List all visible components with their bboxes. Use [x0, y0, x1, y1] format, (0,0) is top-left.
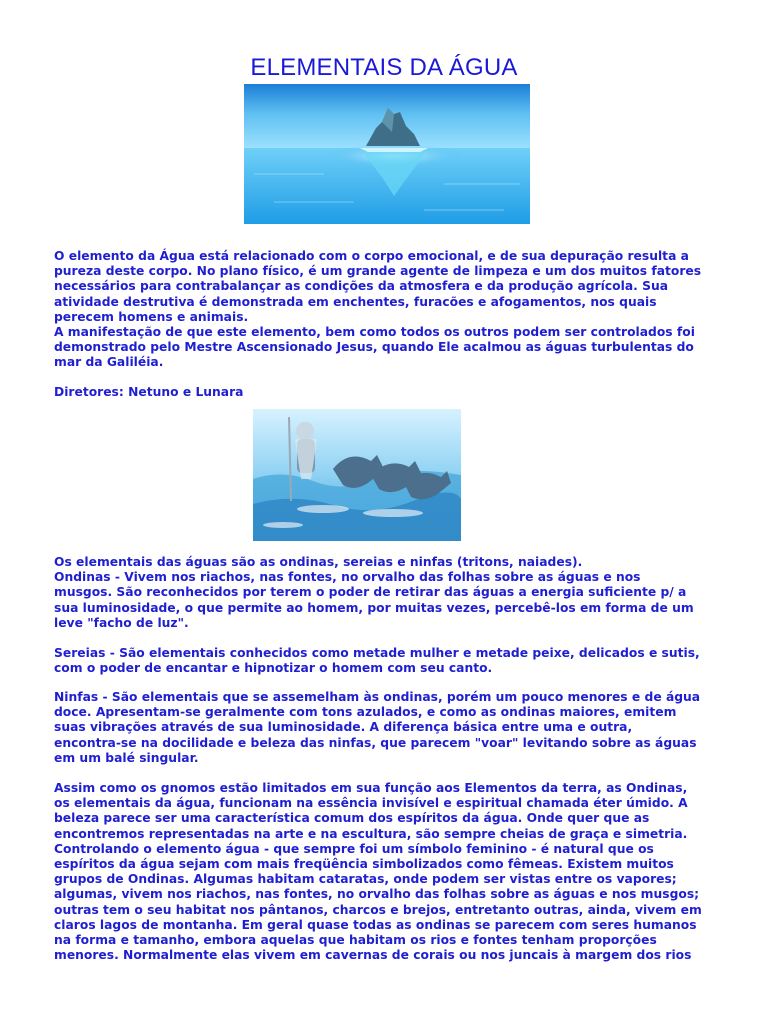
- text-line: A manifestação de que este elemento, bem como todos os outros podem ser controlados foi: [54, 325, 695, 340]
- neptune-image: [253, 409, 461, 541]
- text-line: musgos. São reconhecidos por terem o poder de retirar das águas a energia suficiente p/ a: [54, 585, 687, 600]
- text-line: Ninfas - São elementais que se assemelham às ondinas, porém um pouco menores e de água: [54, 690, 701, 704]
- text-line: claros lagos de montanha. Em geral quase todas as ondinas se parecem com seres humanos: [54, 917, 697, 932]
- text-line: Diretores: Netuno e Lunara: [54, 385, 244, 399]
- text-line: doce. Apresentam-se geralmente com tons azulados, e como as ondinas maiores, emitem: [54, 705, 677, 720]
- text-line: O elemento da Água está relacionado com o corpo emocional, e de sua depuração resulta a: [54, 249, 689, 263]
- text-line: espíritos da água sejam com mais freqüência simbolizados como fêmeas. Existem muitos: [54, 857, 674, 872]
- ondinas-paragraph: [54, 781, 718, 963]
- text-line: com o poder de encantar e hipnotizar o homem com seu canto.: [54, 661, 493, 676]
- text-line: encontra-se na docilidade e beleza das ninfas, que parecem "voar" levitando sobre as águas: [54, 735, 697, 750]
- text-line: suas vibrações através de sua luminosidade. A diferença básica entre uma e outra,: [54, 720, 633, 735]
- text-line: pureza deste corpo. No plano físico, é um grande agente de limpeza e um dos muitos fatores: [54, 264, 702, 279]
- text-line: Assim como os gnomos estão limitados em sua função aos Elementos da terra, as Ondinas,: [54, 781, 688, 795]
- text-line: demonstrado pelo Mestre Ascensionado Jesus, quando Ele acalmou as águas turbulentas do: [54, 340, 694, 355]
- text-line: em um balé singular.: [54, 750, 199, 765]
- text-line: menores. Normalmente elas vivem em cavernas de corais ou nos juncais à margem dos rios: [54, 948, 692, 963]
- text-line: Sereias - São elementais conhecidos como metade mulher e metade peixe, delicados e sutis,: [54, 646, 700, 660]
- text-line: necessários para contrabalançar as condições da atmosfera e da produção agrícola. Sua: [54, 279, 669, 294]
- iceberg-image: [244, 84, 530, 224]
- text-line: atividade destrutiva é demonstrada em enchentes, furacões e afogamentos, nos quais: [54, 294, 657, 309]
- text-line: beleza parece ser uma característica comum dos espíritos da água. Onde quer que as: [54, 811, 650, 826]
- elementals-paragraph: [54, 555, 718, 631]
- text-line: outras tem o seu habitat nos pântanos, charcos e brejos, entretanto outras, ainda, vivem em: [54, 902, 702, 917]
- directors-line: [54, 385, 718, 400]
- text-line: na forma e tamanho, embora aquelas que habitam os rios e fontes tenham proporções: [54, 933, 657, 948]
- text-line: Ondinas - Vivem nos riachos, nas fontes, no orvalho das folhas sobre as águas e nos: [54, 570, 641, 585]
- text-line: Controlando o elemento água - que sempre foi um símbolo feminino - é natural que os: [54, 841, 654, 856]
- text-line: perecem homens e animais.: [54, 309, 249, 324]
- text-line: grupos de Ondinas. Algumas habitam cataratas, onde podem ser vistas entre os vapores;: [54, 872, 677, 887]
- text-line: leve "facho de luz".: [54, 615, 189, 630]
- text-line: sua luminosidade, o que permite ao homem, por muitas vezes, percebê-los em forma de um: [54, 600, 694, 615]
- text-line: os elementais da água, funcionam na essência invisível e espiritual chamada éter úmido. A: [54, 796, 688, 811]
- text-line: encontremos representadas na arte e na escultura, são sempre cheias de graça e simetria.: [54, 826, 688, 841]
- sereias-paragraph: [54, 646, 718, 676]
- ninfas-paragraph: [54, 690, 718, 766]
- intro-paragraph: [54, 249, 718, 371]
- text-line: algumas, vivem nos riachos, nas fontes, no orvalho das folhas sobre as águas e nos musgos;: [54, 887, 700, 902]
- text-line: Os elementais das águas são as ondinas, sereias e ninfas (tritons, naiades).: [54, 555, 583, 569]
- page-title: ELEMENTAIS DA ÁGUA: [250, 54, 518, 81]
- text-line: mar da Galiléia.: [54, 355, 164, 370]
